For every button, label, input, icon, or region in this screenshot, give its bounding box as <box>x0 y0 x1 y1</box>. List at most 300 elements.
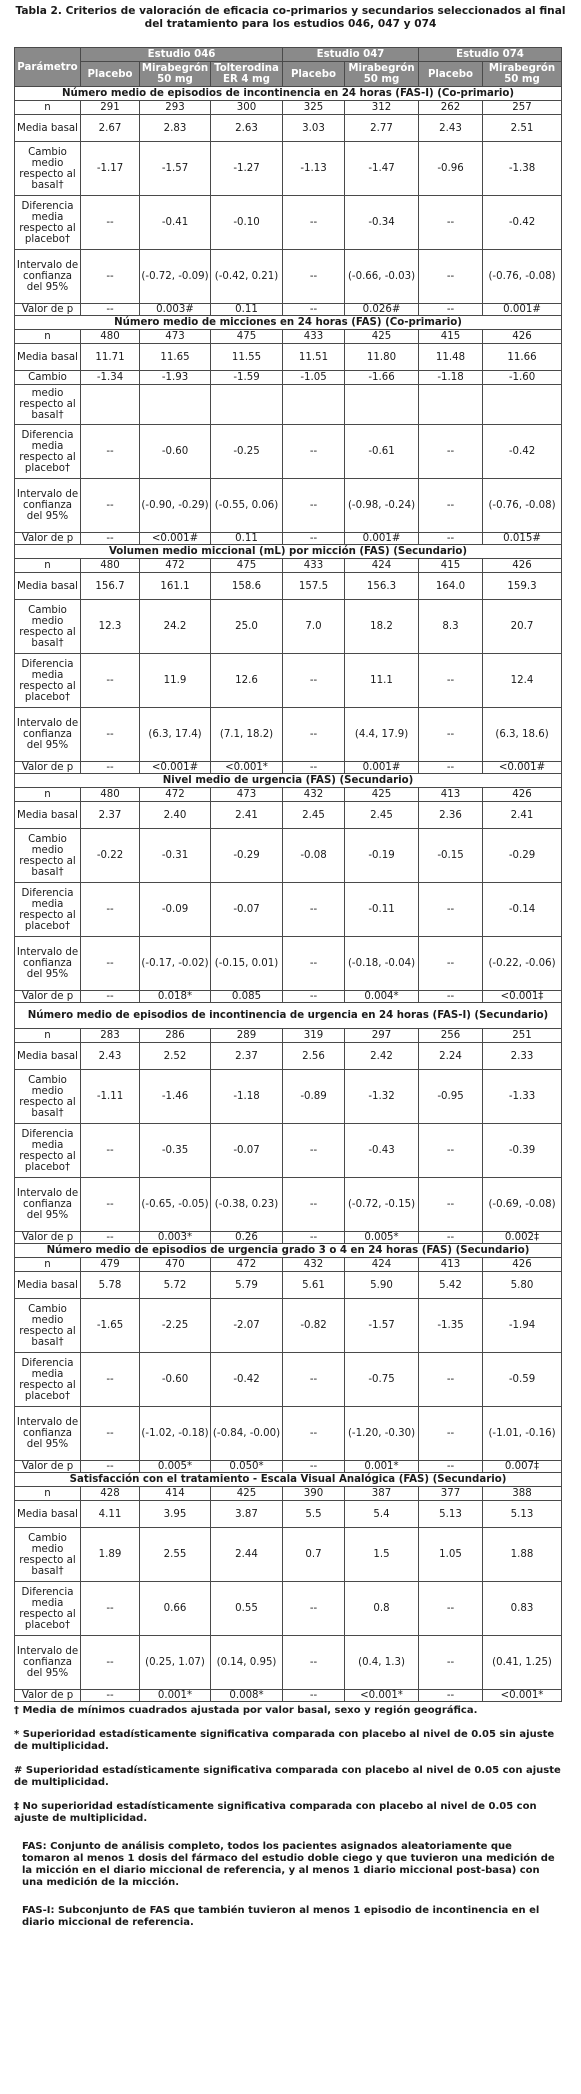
table-cell: (0.14, 0.95) <box>211 1636 283 1690</box>
p-value-label: Valor de p <box>15 1232 81 1244</box>
section-header-row <box>15 1473 562 1487</box>
table-cell: 0.003* <box>140 1232 211 1244</box>
ci-label: Intervalo de confianza del 95% <box>15 1636 81 1690</box>
table-cell: -1.57 <box>140 142 211 196</box>
table-cell: -- <box>81 1407 140 1461</box>
table-cell: 11.9 <box>140 654 211 708</box>
table-cell: -- <box>283 250 345 304</box>
table-cell: 472 <box>140 559 211 573</box>
table-cell: -- <box>283 1582 345 1636</box>
n-label: n <box>15 330 81 344</box>
table-row <box>15 115 562 142</box>
table-cell: 5.78 <box>81 1272 140 1299</box>
table-cell: 2.40 <box>140 802 211 829</box>
table-cell: 25.0 <box>211 600 283 654</box>
table-cell: -- <box>81 1178 140 1232</box>
section-title: Número medio de episodios de incontinencia de urgencia en 24 horas (FAS-I) (Secundario) <box>15 1003 562 1029</box>
difference-label: Diferencia media respecto al placebo† <box>15 196 81 250</box>
table-cell: 5.42 <box>419 1272 483 1299</box>
header-study-047: Estudio 047 <box>283 48 419 62</box>
table-cell: -- <box>283 479 345 533</box>
table-cell: 11.80 <box>345 344 419 371</box>
table-cell: 0.005* <box>140 1461 211 1473</box>
table-cell: 2.37 <box>81 802 140 829</box>
table-cell: -1.66 <box>345 371 419 385</box>
table-cell: -- <box>283 1353 345 1407</box>
table-cell: <0.001* <box>483 1690 562 1702</box>
table-row <box>15 371 562 385</box>
table-cell: -1.94 <box>483 1299 562 1353</box>
table-cell: -- <box>419 1353 483 1407</box>
table-cell: 291 <box>81 101 140 115</box>
table-cell: -- <box>81 991 140 1003</box>
table-cell: (-1.02, -0.18) <box>140 1407 211 1461</box>
section-header-row <box>15 316 562 330</box>
change-cont-label: medio respecto al basal† <box>15 385 81 425</box>
table-row <box>15 708 562 762</box>
table-cell: -0.34 <box>345 196 419 250</box>
table-cell: 2.41 <box>211 802 283 829</box>
table-cell: -1.38 <box>483 142 562 196</box>
table-cell: 475 <box>211 330 283 344</box>
table-row <box>15 479 562 533</box>
table-cell: (6.3, 18.6) <box>483 708 562 762</box>
table-cell <box>140 385 211 425</box>
table-cell: 159.3 <box>483 573 562 600</box>
table-cell: 286 <box>140 1029 211 1043</box>
table-cell: 2.56 <box>283 1043 345 1070</box>
table-cell: -- <box>81 1232 140 1244</box>
table-cell: -- <box>81 654 140 708</box>
table-row <box>15 937 562 991</box>
table-row <box>15 196 562 250</box>
table-cell: 473 <box>140 330 211 344</box>
footnote-ddagger: ‡ No superioridad estadísticamente significativa comparada con placebo al nivel de 0.05 con ajuste de multiplicidad. <box>14 1801 537 1824</box>
table-cell: 0.003# <box>140 304 211 316</box>
table-cell: -- <box>419 1690 483 1702</box>
baseline-label: Media basal <box>15 115 81 142</box>
table-cell: 11.1 <box>345 654 419 708</box>
table-cell: 5.90 <box>345 1272 419 1299</box>
table-row <box>15 1582 562 1636</box>
ci-label: Intervalo de confianza del 95% <box>15 1407 81 1461</box>
table-cell: -- <box>283 883 345 937</box>
footnote-hash: # Superioridad estadísticamente significativa comparada con placebo al nivel de 0.05 con ajuste de multiplicidad. <box>14 1765 561 1788</box>
table-cell: -0.89 <box>283 1070 345 1124</box>
table-cell: -- <box>81 1690 140 1702</box>
table-cell: 432 <box>283 788 345 802</box>
table-row <box>15 1272 562 1299</box>
table-cell: 5.5 <box>283 1501 345 1528</box>
table-cell: 5.80 <box>483 1272 562 1299</box>
table-cell: 0.085 <box>211 991 283 1003</box>
table-row <box>15 1258 562 1272</box>
table-cell: 2.63 <box>211 115 283 142</box>
table-cell: -- <box>419 1636 483 1690</box>
table-row <box>15 1232 562 1244</box>
table-row <box>15 1690 562 1702</box>
table-cell: -- <box>419 991 483 1003</box>
table-cell: -0.35 <box>140 1124 211 1178</box>
table-row <box>15 883 562 937</box>
table-cell <box>483 385 562 425</box>
table-row <box>15 1070 562 1124</box>
table-cell: (6.3, 17.4) <box>140 708 211 762</box>
table-cell: -1.11 <box>81 1070 140 1124</box>
table-cell: 5.13 <box>419 1501 483 1528</box>
table-cell: 157.5 <box>283 573 345 600</box>
table-cell: -- <box>81 196 140 250</box>
table-cell: 24.2 <box>140 600 211 654</box>
change-label: Cambio medio respecto al basal† <box>15 142 81 196</box>
table-cell: 1.05 <box>419 1528 483 1582</box>
table-cell: -- <box>81 883 140 937</box>
table-row <box>15 1636 562 1690</box>
table-row <box>15 1501 562 1528</box>
table-row <box>15 250 562 304</box>
table-cell: -0.10 <box>211 196 283 250</box>
table-cell: 0.007‡ <box>483 1461 562 1473</box>
table-cell: 257 <box>483 101 562 115</box>
section-header-row <box>15 87 562 101</box>
table-row <box>15 1299 562 1353</box>
table-cell: -- <box>283 708 345 762</box>
table-cell: -- <box>419 883 483 937</box>
table-cell: -- <box>419 1124 483 1178</box>
table-row <box>15 654 562 708</box>
table-cell: -- <box>419 304 483 316</box>
table-cell: 11.71 <box>81 344 140 371</box>
table-row <box>15 1124 562 1178</box>
table-cell: 12.3 <box>81 600 140 654</box>
table-cell: (4.4, 17.9) <box>345 708 419 762</box>
table-row <box>15 559 562 573</box>
section-header-row <box>15 1244 562 1258</box>
table-cell: 158.6 <box>211 573 283 600</box>
header-arm: Mirabegrón 50 mg <box>483 62 562 87</box>
table-cell: 433 <box>283 330 345 344</box>
p-value-label: Valor de p <box>15 991 81 1003</box>
table-cell: -- <box>81 1582 140 1636</box>
table-cell: 5.72 <box>140 1272 211 1299</box>
table-cell: 5.4 <box>345 1501 419 1528</box>
table-cell: 480 <box>81 788 140 802</box>
table-row <box>15 573 562 600</box>
table-cell: -- <box>419 1178 483 1232</box>
table-row <box>15 533 562 545</box>
n-label: n <box>15 559 81 573</box>
table-cell: 319 <box>283 1029 345 1043</box>
table-cell: -- <box>283 1232 345 1244</box>
header-parameter: Parámetro <box>15 48 81 87</box>
table-title: Tabla 2. Criterios de valoración de eficacia co-primarios y secundarios seleccionados al final del tratamiento para los estudios 046, 047 y 074 <box>15 5 566 30</box>
table-cell: (0.4, 1.3) <box>345 1636 419 1690</box>
table-cell: 433 <box>283 559 345 573</box>
table-cell: 5.13 <box>483 1501 562 1528</box>
table-cell: 12.6 <box>211 654 283 708</box>
table-cell: 297 <box>345 1029 419 1043</box>
table-row <box>15 1043 562 1070</box>
table-cell <box>345 385 419 425</box>
table-cell: (0.25, 1.07) <box>140 1636 211 1690</box>
table-cell: 0.001* <box>345 1461 419 1473</box>
table-cell: 470 <box>140 1258 211 1272</box>
p-value-label: Valor de p <box>15 1690 81 1702</box>
table-cell: (-0.84, -0.00) <box>211 1407 283 1461</box>
table-cell: 0.001# <box>345 533 419 545</box>
table-cell: (-1.20, -0.30) <box>345 1407 419 1461</box>
table-cell: -- <box>283 304 345 316</box>
table-cell: -0.25 <box>211 425 283 479</box>
table-cell: 413 <box>419 788 483 802</box>
table-cell: 7.0 <box>283 600 345 654</box>
table-cell: 5.79 <box>211 1272 283 1299</box>
table-row <box>15 344 562 371</box>
table-cell: -1.35 <box>419 1299 483 1353</box>
table-cell: -- <box>283 533 345 545</box>
table-cell: 472 <box>211 1258 283 1272</box>
baseline-label: Media basal <box>15 1272 81 1299</box>
table-cell: -1.17 <box>81 142 140 196</box>
table-cell: -1.18 <box>419 371 483 385</box>
table-cell: 20.7 <box>483 600 562 654</box>
table-cell: 426 <box>483 1258 562 1272</box>
table-cell: -0.60 <box>140 1353 211 1407</box>
table-cell: -- <box>81 762 140 774</box>
table-cell: 8.3 <box>419 600 483 654</box>
table-cell: 2.77 <box>345 115 419 142</box>
table-cell: -- <box>81 1636 140 1690</box>
table-cell: -0.95 <box>419 1070 483 1124</box>
table-cell <box>81 385 140 425</box>
table-cell: 425 <box>345 330 419 344</box>
table-cell: 325 <box>283 101 345 115</box>
table-row <box>15 330 562 344</box>
table-cell: -- <box>283 937 345 991</box>
table-cell: -0.82 <box>283 1299 345 1353</box>
table-cell: -1.13 <box>283 142 345 196</box>
table-cell: -0.60 <box>140 425 211 479</box>
table-cell: 11.65 <box>140 344 211 371</box>
table-cell: 2.43 <box>81 1043 140 1070</box>
table-cell: 475 <box>211 559 283 573</box>
baseline-label: Media basal <box>15 1043 81 1070</box>
table-row <box>15 425 562 479</box>
table-row <box>15 1353 562 1407</box>
table-cell: 283 <box>81 1029 140 1043</box>
table-cell: 480 <box>81 330 140 344</box>
table-row <box>15 1407 562 1461</box>
n-label: n <box>15 1487 81 1501</box>
table-cell: 164.0 <box>419 573 483 600</box>
section-title: Volumen medio miccional (mL) por micción (FAS) (Secundario) <box>15 545 562 559</box>
table-cell: 2.43 <box>419 115 483 142</box>
table-row <box>15 1029 562 1043</box>
table-cell: (-0.76, -0.08) <box>483 250 562 304</box>
table-cell: <0.001# <box>483 762 562 774</box>
table-cell: 262 <box>419 101 483 115</box>
footnote-fas: FAS: Conjunto de análisis completo, todos los pacientes asignados aleatoriamente que tomaron al menos 1 dosis del fármaco del estudio doble ciego y que tuvieron una medición de la micción en el diario miccional de referencia, y al menos 1 diario miccional post-basa) con una medición de la micción. <box>22 1841 555 1888</box>
table-row <box>15 1528 562 1582</box>
header-study-074: Estudio 074 <box>419 48 562 62</box>
section-header-row <box>15 1003 562 1029</box>
table-cell: 426 <box>483 330 562 344</box>
section-title: Número medio de episodios de incontinencia en 24 horas (FAS-I) (Co-primario) <box>15 87 562 101</box>
table-cell: 18.2 <box>345 600 419 654</box>
table-cell: 0.050* <box>211 1461 283 1473</box>
table-cell: <0.001# <box>140 762 211 774</box>
table-cell <box>419 385 483 425</box>
header-arm: Placebo <box>283 62 345 87</box>
table-cell: -- <box>81 1461 140 1473</box>
table-cell: (-0.72, -0.15) <box>345 1178 419 1232</box>
change-label: Cambio medio respecto al basal† <box>15 1528 81 1582</box>
table-cell: 4.11 <box>81 1501 140 1528</box>
table-cell: -- <box>283 1124 345 1178</box>
table-cell: -1.57 <box>345 1299 419 1353</box>
table-cell: 2.33 <box>483 1043 562 1070</box>
table-cell: -0.09 <box>140 883 211 937</box>
table-cell: 2.52 <box>140 1043 211 1070</box>
table-row <box>15 991 562 1003</box>
table-cell: -0.07 <box>211 1124 283 1178</box>
table-cell: -0.19 <box>345 829 419 883</box>
table-cell: (-0.65, -0.05) <box>140 1178 211 1232</box>
section-header-row <box>15 545 562 559</box>
table-cell: 161.1 <box>140 573 211 600</box>
table-cell: -1.59 <box>211 371 283 385</box>
table-cell: 256 <box>419 1029 483 1043</box>
table-cell: (7.1, 18.2) <box>211 708 283 762</box>
table-cell: 479 <box>81 1258 140 1272</box>
table-cell: 424 <box>345 559 419 573</box>
table-row <box>15 304 562 316</box>
table-cell: 0.005* <box>345 1232 419 1244</box>
table-cell: 377 <box>419 1487 483 1501</box>
table-row <box>15 600 562 654</box>
difference-label: Diferencia media respecto al placebo† <box>15 1582 81 1636</box>
table-cell: 0.002‡ <box>483 1232 562 1244</box>
footnote-dagger: † Media de mínimos cuadrados ajustada por valor basal, sexo y región geográfica. <box>14 1705 478 1716</box>
table-cell: 312 <box>345 101 419 115</box>
table-cell: 425 <box>345 788 419 802</box>
table-cell: 3.03 <box>283 115 345 142</box>
change-label: Cambio medio respecto al basal† <box>15 600 81 654</box>
table-cell: 472 <box>140 788 211 802</box>
table-cell: 156.7 <box>81 573 140 600</box>
table-cell: 425 <box>211 1487 283 1501</box>
table-cell: -0.42 <box>211 1353 283 1407</box>
table-cell: -0.42 <box>483 425 562 479</box>
table-cell: (-0.42, 0.21) <box>211 250 283 304</box>
table-cell: 0.001# <box>345 762 419 774</box>
table-cell: -- <box>419 762 483 774</box>
table-cell: -0.31 <box>140 829 211 883</box>
table-cell: 480 <box>81 559 140 573</box>
table-cell: (-0.69, -0.08) <box>483 1178 562 1232</box>
change-label: Cambio <box>15 371 81 385</box>
p-value-label: Valor de p <box>15 762 81 774</box>
table-cell: -1.46 <box>140 1070 211 1124</box>
table-cell: -- <box>283 1407 345 1461</box>
table-cell: 300 <box>211 101 283 115</box>
header-arm: Mirabegrón 50 mg <box>345 62 419 87</box>
table-cell: 0.004* <box>345 991 419 1003</box>
ci-label: Intervalo de confianza del 95% <box>15 250 81 304</box>
table-cell: -- <box>283 1636 345 1690</box>
table-cell: -1.05 <box>283 371 345 385</box>
table-cell: 388 <box>483 1487 562 1501</box>
n-label: n <box>15 788 81 802</box>
table-cell: 2.55 <box>140 1528 211 1582</box>
table-cell: -- <box>419 196 483 250</box>
p-value-label: Valor de p <box>15 1461 81 1473</box>
difference-label: Diferencia media respecto al placebo† <box>15 883 81 937</box>
table-cell: 11.55 <box>211 344 283 371</box>
header-study-046: Estudio 046 <box>81 48 283 62</box>
difference-label: Diferencia media respecto al placebo† <box>15 654 81 708</box>
table-cell: (-0.55, 0.06) <box>211 479 283 533</box>
header-arm: Tolterodina ER 4 mg <box>211 62 283 87</box>
table-cell: (-0.38, 0.23) <box>211 1178 283 1232</box>
table-cell: -- <box>81 304 140 316</box>
header-arm: Mirabegrón 50 mg <box>140 62 211 87</box>
table-cell: 289 <box>211 1029 283 1043</box>
change-label: Cambio medio respecto al basal† <box>15 1070 81 1124</box>
table-cell: <0.001* <box>211 762 283 774</box>
table-cell: 11.48 <box>419 344 483 371</box>
baseline-label: Media basal <box>15 344 81 371</box>
change-label: Cambio medio respecto al basal† <box>15 829 81 883</box>
section-header-row <box>15 774 562 788</box>
section-title: Satisfacción con el tratamiento - Escala Visual Analógica (FAS) (Secundario) <box>15 1473 562 1487</box>
table-row <box>15 829 562 883</box>
difference-label: Diferencia media respecto al placebo† <box>15 1353 81 1407</box>
table-cell: (-0.15, 0.01) <box>211 937 283 991</box>
footnotes <box>14 1705 561 1929</box>
table-row <box>15 101 562 115</box>
table-cell: -2.07 <box>211 1299 283 1353</box>
table-row <box>15 788 562 802</box>
table-cell: 0.001* <box>140 1690 211 1702</box>
table-cell: -0.15 <box>419 829 483 883</box>
table-cell: -0.07 <box>211 883 283 937</box>
table-cell: -0.08 <box>283 829 345 883</box>
table-cell: 0.026# <box>345 304 419 316</box>
table-cell: -- <box>283 425 345 479</box>
footnote-fas-i: FAS-I: Subconjunto de FAS que también tuvieron al menos 1 episodio de incontinencia en el diario miccional de referencia. <box>22 1905 540 1928</box>
header-arm: Placebo <box>81 62 140 87</box>
table-cell: -- <box>283 196 345 250</box>
table-cell: 2.41 <box>483 802 562 829</box>
table-cell: 2.83 <box>140 115 211 142</box>
table-cell: -- <box>419 708 483 762</box>
table-cell: 0.83 <box>483 1582 562 1636</box>
table-cell: 426 <box>483 788 562 802</box>
table-cell: -0.96 <box>419 142 483 196</box>
table-cell: -1.34 <box>81 371 140 385</box>
table-cell: -- <box>419 937 483 991</box>
table-row <box>15 802 562 829</box>
table-cell: 1.88 <box>483 1528 562 1582</box>
table-cell: -- <box>81 250 140 304</box>
table-cell: -- <box>419 533 483 545</box>
efficacy-table <box>14 47 562 1702</box>
baseline-label: Media basal <box>15 802 81 829</box>
table-cell: 2.45 <box>345 802 419 829</box>
header-arm: Placebo <box>419 62 483 87</box>
table-cell: 426 <box>483 559 562 573</box>
